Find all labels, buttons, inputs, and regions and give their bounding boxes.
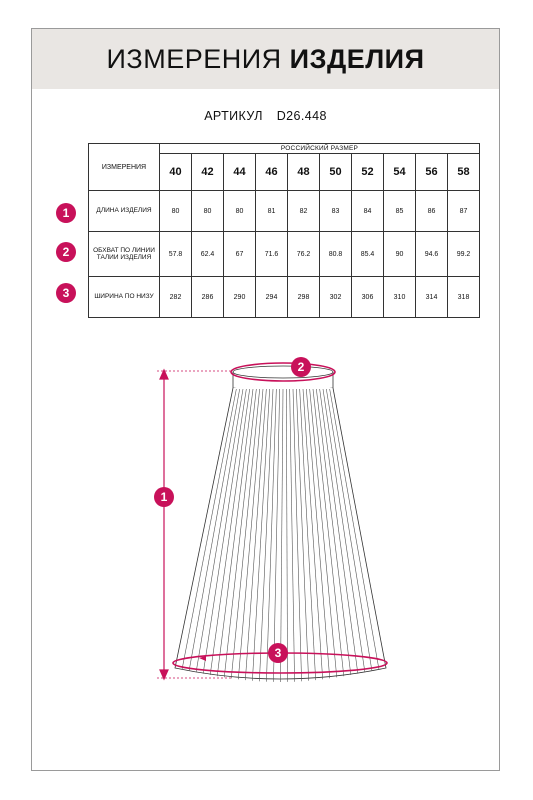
diagram-badge-hem: 3 bbox=[268, 643, 288, 663]
title-light: ИЗМЕРЕНИЯ bbox=[106, 43, 282, 74]
table-cell: 90 bbox=[384, 232, 416, 277]
table-corner-label: ИЗМЕРЕНИЯ bbox=[89, 144, 160, 191]
diagram-badge-waist: 2 bbox=[291, 357, 311, 377]
table-cell: 67 bbox=[224, 232, 256, 277]
size-header: 46 bbox=[256, 154, 288, 191]
size-header: 54 bbox=[384, 154, 416, 191]
table-cell: 286 bbox=[192, 277, 224, 318]
size-header: 58 bbox=[448, 154, 480, 191]
table-cell: 314 bbox=[416, 277, 448, 318]
skirt-outline bbox=[175, 366, 386, 682]
row-label-hem: ШИРИНА ПО НИЗУ bbox=[89, 277, 160, 318]
article-code: D26.448 bbox=[276, 109, 327, 123]
table-cell: 80.8 bbox=[320, 232, 352, 277]
table-cell: 310 bbox=[384, 277, 416, 318]
table-cell: 86 bbox=[416, 191, 448, 232]
table-cell: 85.4 bbox=[352, 232, 384, 277]
size-header: 56 bbox=[416, 154, 448, 191]
diagram-badge-length: 1 bbox=[154, 487, 174, 507]
table-cell: 94.6 bbox=[416, 232, 448, 277]
table-cell: 302 bbox=[320, 277, 352, 318]
table-cell: 57.8 bbox=[160, 232, 192, 277]
size-header: 42 bbox=[192, 154, 224, 191]
table-cell: 81 bbox=[256, 191, 288, 232]
row-label-waist: ОБХВАТ ПО ЛИНИИ ТАЛИИ ИЗДЕЛИЯ bbox=[89, 232, 160, 277]
table-cell: 298 bbox=[288, 277, 320, 318]
table-cell: 83 bbox=[320, 191, 352, 232]
table-cell: 62.4 bbox=[192, 232, 224, 277]
table-cell: 76.2 bbox=[288, 232, 320, 277]
size-header: 48 bbox=[288, 154, 320, 191]
table-cell: 80 bbox=[192, 191, 224, 232]
row-badge-3: 3 bbox=[56, 283, 76, 303]
row-badge-2: 2 bbox=[56, 242, 76, 262]
table-cell: 84 bbox=[352, 191, 384, 232]
table-cell: 80 bbox=[160, 191, 192, 232]
article-label: АРТИКУЛ bbox=[204, 109, 263, 123]
table-cell: 71.6 bbox=[256, 232, 288, 277]
title-bold: ИЗДЕЛИЯ bbox=[289, 43, 425, 74]
table-cell: 80 bbox=[224, 191, 256, 232]
table-cell: 318 bbox=[448, 277, 480, 318]
table-cell: 282 bbox=[160, 277, 192, 318]
size-header: 40 bbox=[160, 154, 192, 191]
table-cell: 85 bbox=[384, 191, 416, 232]
table-cell: 99.2 bbox=[448, 232, 480, 277]
size-header: 50 bbox=[320, 154, 352, 191]
size-header: 44 bbox=[224, 154, 256, 191]
row-badge-1: 1 bbox=[56, 203, 76, 223]
size-group-label: РОССИЙСКИЙ РАЗМЕР bbox=[160, 144, 480, 154]
table-cell: 306 bbox=[352, 277, 384, 318]
row-label-length: ДЛИНА ИЗДЕЛИЯ bbox=[89, 191, 160, 232]
table-cell: 82 bbox=[288, 191, 320, 232]
table-cell: 294 bbox=[256, 277, 288, 318]
table-cell: 87 bbox=[448, 191, 480, 232]
size-header: 52 bbox=[352, 154, 384, 191]
table-cell: 290 bbox=[224, 277, 256, 318]
